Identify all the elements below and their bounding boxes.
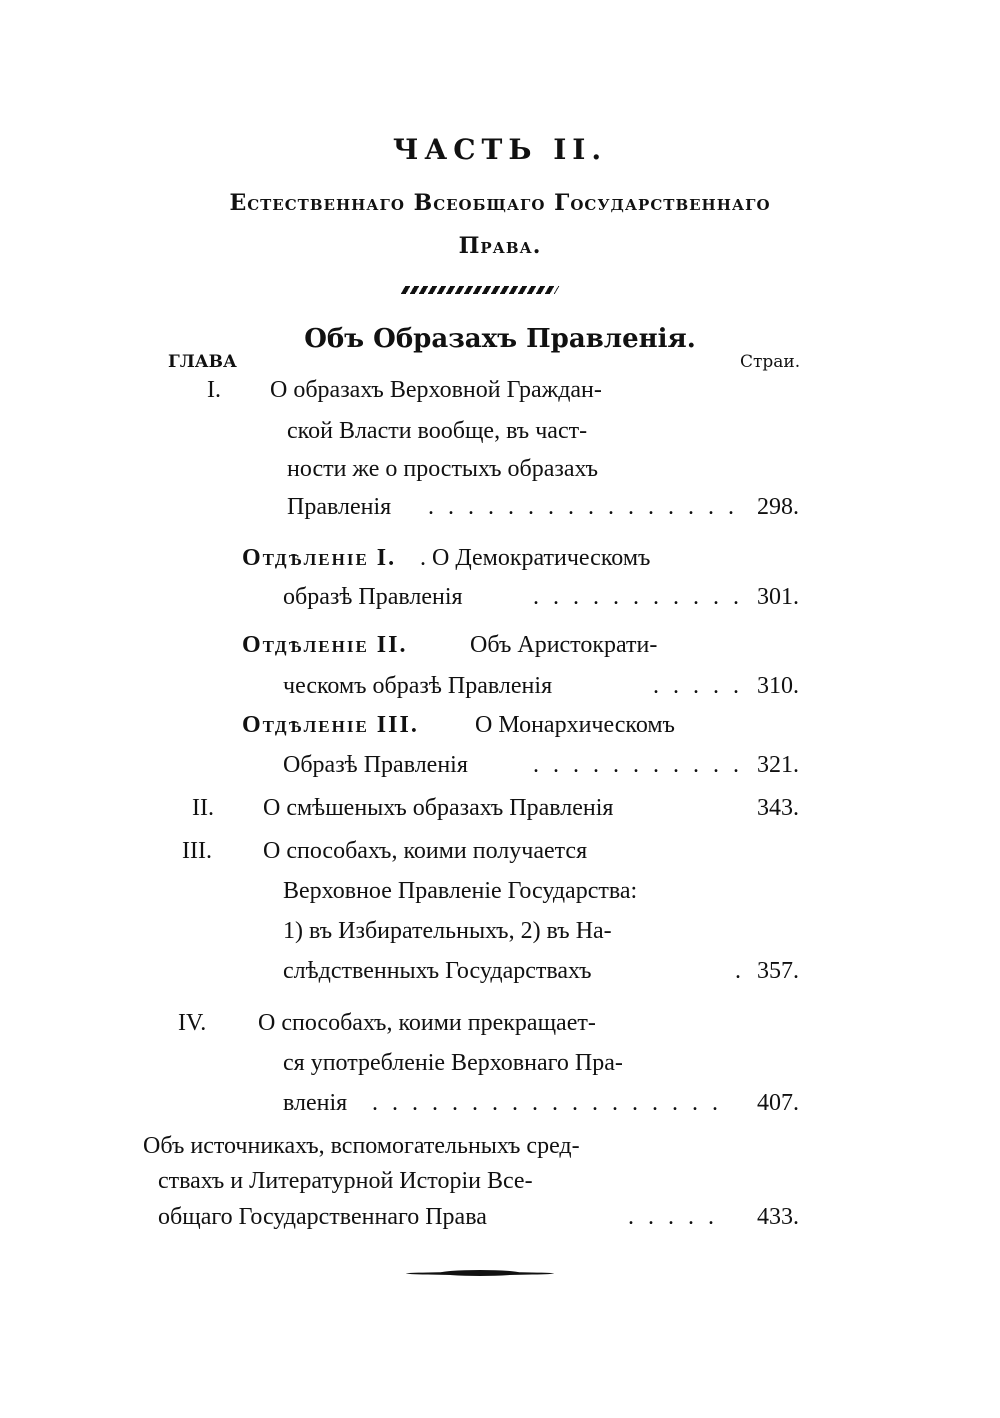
- entry-line: О образахъ Верховной Граждан-: [270, 377, 602, 403]
- entry-line: О способахъ, коими прекращает-: [258, 1010, 596, 1036]
- chapter-numeral: IV.: [178, 1010, 207, 1036]
- leader-dots: . . . . . . . . . . .: [533, 752, 743, 778]
- entry-line: вленія: [283, 1090, 348, 1116]
- entry-line: Верховное Правленіе Государства:: [283, 878, 638, 904]
- entry-line: Правленія: [287, 494, 392, 520]
- department-label: Отдѣленіе III.: [242, 712, 419, 738]
- subtitle-line-2: Права.: [458, 233, 542, 259]
- entry-line: О Монархическомъ: [475, 712, 675, 738]
- entry-line: ской Власти вообще, въ част-: [287, 418, 588, 444]
- column-page-label: Страи.: [740, 352, 801, 372]
- entry-line: Образѣ Правленія: [283, 752, 468, 778]
- entry-line: ческомъ образѣ Правленія: [283, 673, 553, 699]
- closing-rule-swell: [440, 1270, 520, 1276]
- page-number: 433.: [757, 1204, 799, 1230]
- chapter-numeral: I.: [207, 377, 221, 403]
- entry-line: ся употребленіе Верховнаго Пра-: [283, 1050, 623, 1076]
- page-number: 321.: [757, 752, 799, 778]
- page-number: 298.: [757, 494, 799, 520]
- ornament-divider: [401, 286, 560, 294]
- page-number: 407.: [757, 1090, 799, 1116]
- entry-line: Объ источникахъ, вспомогательныхъ сред-: [143, 1133, 580, 1159]
- leader-dots: . . . . . . . . . . . . . . . . . .: [372, 1090, 722, 1116]
- entry-line: ности же о простыхъ образахъ: [287, 456, 599, 482]
- page-number: 310.: [757, 673, 799, 699]
- entry-line: образѣ Правленія: [283, 584, 463, 610]
- leader-dots: . . . . . . . . . . .: [533, 584, 743, 610]
- subtitle-line-1: Естественнаго Всеобщаго Государственнаго: [229, 190, 771, 216]
- chapter-numeral: III.: [182, 838, 212, 864]
- entry-line: . О Демократическомъ: [420, 545, 651, 571]
- entry-line: 1) въ Избирательныхъ, 2) въ На-: [283, 918, 612, 944]
- page-number: 301.: [757, 584, 799, 610]
- entry-line: О способахъ, коими получается: [263, 838, 588, 864]
- entry-line: слѣдственныхъ Государствахъ: [283, 958, 592, 984]
- part-title: ЧАСТЬ II.: [392, 133, 608, 166]
- chapter-numeral: II.: [192, 795, 214, 821]
- entry-line: ствахъ и Литературной Исторіи Все-: [158, 1168, 533, 1194]
- page-number: 357.: [757, 958, 799, 984]
- page-number: 343.: [757, 795, 799, 821]
- department-label: Отдѣленіе I.: [242, 545, 397, 571]
- leader-dots: . . . . .: [653, 673, 743, 699]
- entry-line: О смѣшеныхъ образахъ Правленія: [263, 795, 614, 821]
- leader-dots: .: [735, 958, 741, 984]
- section-title: Объ Образахъ Правленія.: [304, 324, 696, 354]
- leader-dots: . . . . . . . . . . . . . . . .: [428, 494, 738, 520]
- column-chapter-label: ГЛАВА: [168, 352, 237, 372]
- entry-line: Объ Аристократи-: [470, 632, 658, 658]
- department-label: Отдѣленіе II.: [242, 632, 408, 658]
- leader-dots: . . . . .: [628, 1204, 718, 1230]
- entry-line: общаго Государственнаго Права: [158, 1204, 487, 1230]
